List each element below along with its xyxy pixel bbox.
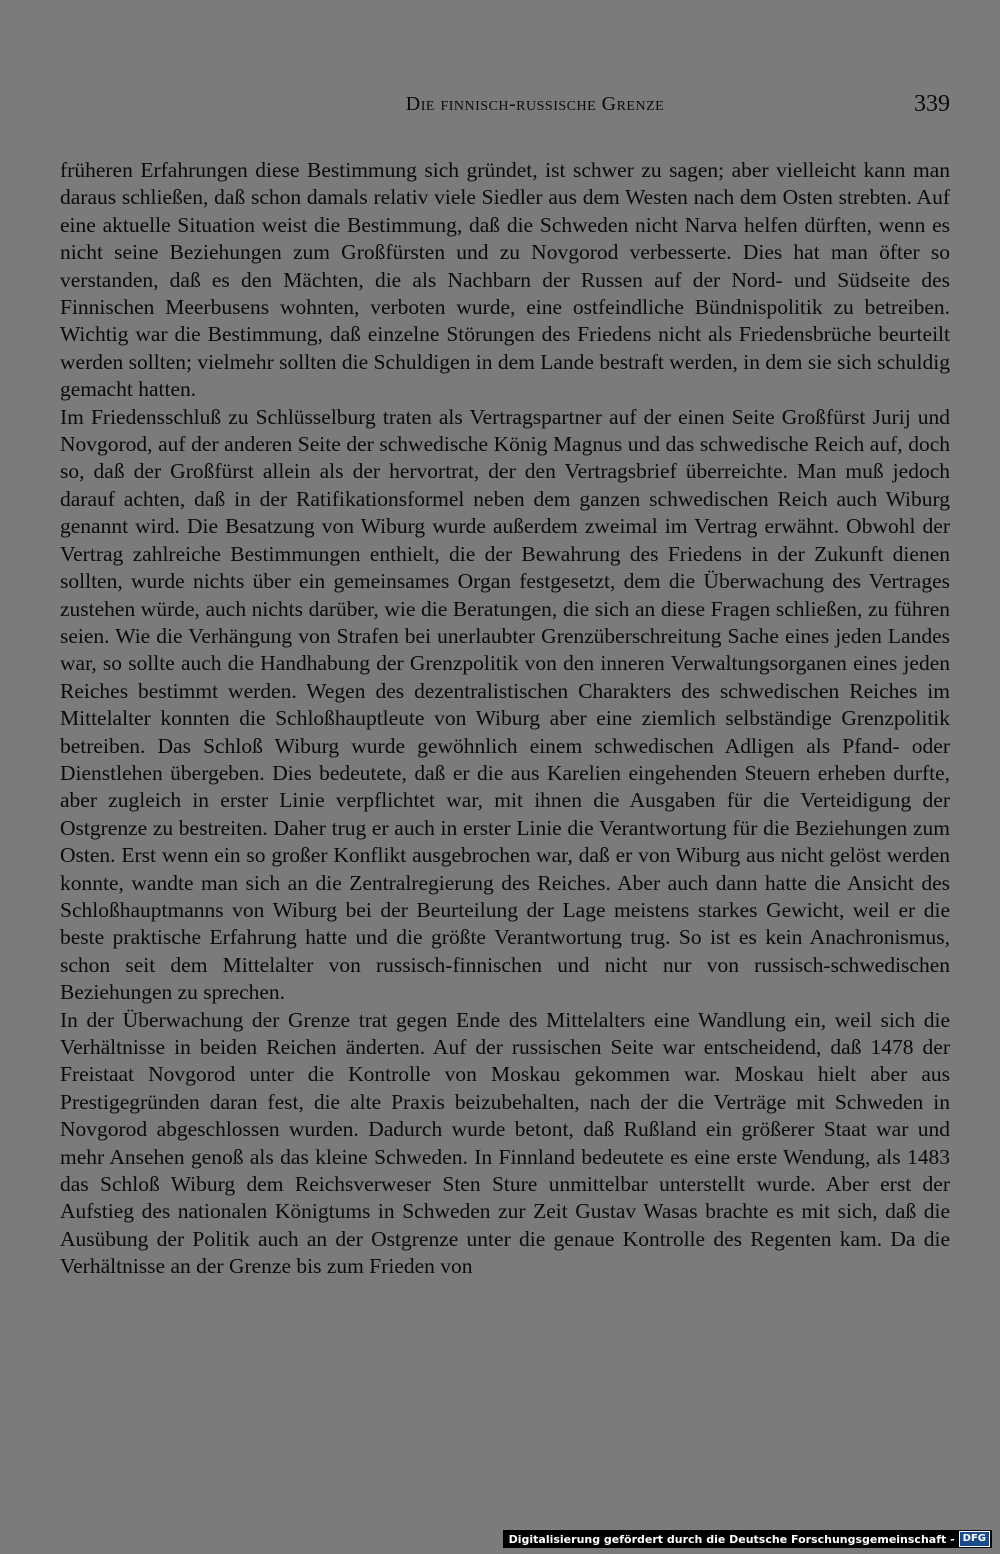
paragraph: früheren Erfahrungen diese Bestimmung sich gründet, ist schwer zu sagen; aber vielleicht kann man daraus schließen, daß schon damals relativ viele Siedler aus dem Westen nach dem Osten strebten. Auf eine aktuelle Situation weist die Bestimmung, daß die Schweden nicht Narva helfen dürften, wenn es nicht seine Beziehungen zum Großfürsten und zu Novgorod verbesserte. Dies hat man öfter so verstanden, daß es den Mächten, die als Nachbarn der Russen auf der Nord- und Südseite des Finnischen Meerbusens wohnten, verboten wurde, eine ostfeindliche Bündnispolitik zu betreiben. Wichtig war die Bestimmung, daß einzelne Störungen des Friedens nicht als Friedensbrüche beurteilt werden sollten; vielmehr sollten die Schuldigen in dem Lande bestraft werden, in dem sie sich schuldig gemacht hatten. — [60, 158, 950, 402]
paragraph: Im Friedensschluß zu Schlüsselburg traten als Vertragspartner auf der einen Seite Großfürst Jurij und Novgorod, auf der anderen Seite der schwedische König Magnus und das schwedische Reich auf, doch so, daß der Großfürst allein als der hervortrat, der den Vertragsbrief überreichte. Man muß jedoch darauf achten, daß in der Ratifikationsformel neben dem ganzen schwedischen Reich auch Wiburg genannt wird. Die Besatzung von Wiburg wurde außerdem zweimal im Vertrag erwähnt. Obwohl der Vertrag zahlreiche Bestimmungen enthielt, die der Bewahrung des Friedens in der Zukunft dienen sollten, wurde nichts über ein gemeinsames Organ festgesetzt, dem die Überwachung des Vertrages zustehen würde, auch nichts darüber, wie die Beratungen, die sich an diese Fragen schließen, zu führen seien. Wie die Verhängung von Strafen bei unerlaubter Grenzüberschreitung Sache eines jeden Landes war, so sollte auch die Handhabung der Grenzpolitik von den inneren Verwaltungsorganen eines jeden Reiches bestimmt werden. Wegen des dezentralistischen Charakters des schwedischen Reiches im Mittelalter konnten die Schloßhauptleute von Wiburg aber eine ziemlich selbständige Grenzpolitik betreiben. Das Schloß Wiburg wurde gewöhnlich einem schwedischen Adligen als Pfand- oder Dienstlehen übergeben. Dies bedeutete, daß er die aus Karelien eingehenden Steuern erheben durfte, aber zugleich in erster Linie verpflichtet war, mit ihnen die Ausgaben für die Verteidigung der Ostgrenze zu bestreiten. Daher trug er auch in erster Linie die Verantwortung für die Beziehungen zum Osten. Erst wenn ein so großer Konflikt ausgebrochen war, daß er von Wiburg aus nicht gelöst werden konnte, wandte man sich an die Zentralregierung des Reiches. Aber auch dann hatte die Ansicht des Schloßhauptmanns von Wiburg bei der Beurteilung der Lage meistens starkes Gewicht, weil er die beste praktische Erfahrung hatte und die größte Verantwortung trug. So ist es kein Anachronismus, schon seit dem Mittelalter von russisch-finnischen und nicht nur von russisch-schwedischen Beziehungen zu sprechen. — [60, 404, 950, 1005]
running-title: Die finnisch-russische Grenze — [405, 93, 665, 115]
page-number: 339 — [914, 91, 950, 117]
body-text — [60, 157, 950, 1281]
dfg-logo-icon: DFG — [959, 1531, 990, 1547]
credit-text: Digitalisierung gefördert durch die Deutsche Forschungsgemeinschaft - — [508, 1532, 955, 1546]
digitization-credit — [503, 1530, 992, 1548]
paragraph: In der Überwachung der Grenze trat gegen Ende des Mittelalters eine Wandlung ein, weil sich die Verhältnisse in beiden Reichen änderten. Auf der russischen Seite war entscheidend, daß 1478 der Freistaat Novgorod unter die Kontrolle von Moskau gekommen war. Moskau hielt aber aus Prestigegründen daran fest, die alte Praxis beizubehalten, nach der die Verträge mit Schweden in Novgorod abgeschlossen wurden. Dadurch wurde betont, daß Rußland ein größerer Staat war und mehr Ansehen genoß als das kleine Schweden. In Finnland bedeutete es eine erste Wendung, als 1483 das Schloß Wiburg dem Reichsverweser Sten Sture unmittelbar unterstellt wurde. Aber erst der Aufstieg des nationalen Königtums in Schweden zur Zeit Gustav Wasas brachte es mit sich, daß die Ausübung der Politik auch an der Ostgrenze unter die genaue Kontrolle des Regenten kam. Da die Verhältnisse an der Grenze bis zum Frieden von — [60, 1007, 950, 1279]
running-head — [60, 93, 950, 125]
